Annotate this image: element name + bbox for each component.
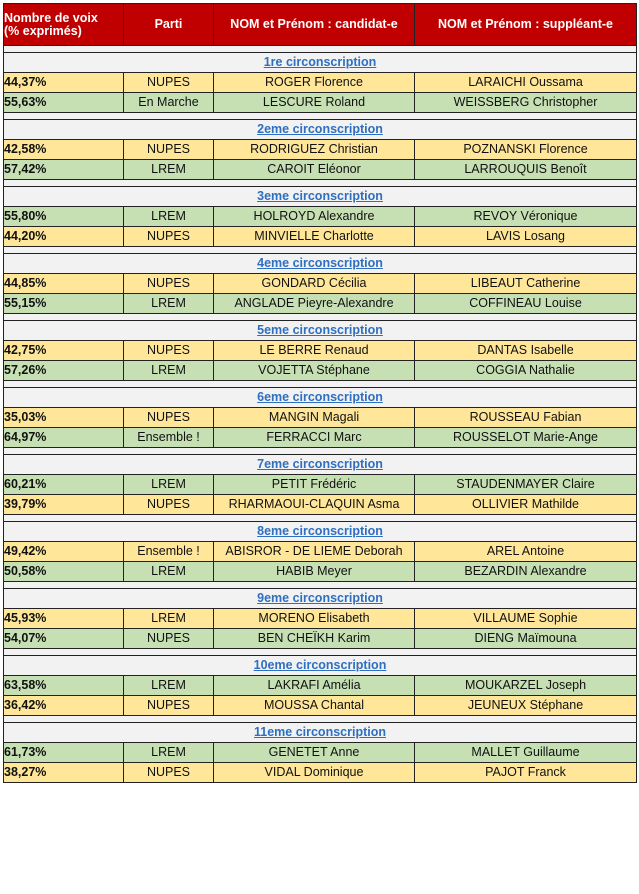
district-spacer [4,247,637,254]
candidate-name: ANGLADE Pieyre-Alexandre [214,294,415,314]
candidate-name: MOUSSA Chantal [214,696,415,716]
party-name: LREM [124,609,214,629]
district-title-row [4,455,637,475]
substitute-name: LIBEAUT Catherine [415,274,637,294]
party-name: Ensemble ! [124,542,214,562]
header-substitute: NOM et Prénom : suppléant-e [415,4,637,46]
candidate-name: VIDAL Dominique [214,763,415,783]
substitute-name: STAUDENMAYER Claire [415,475,637,495]
vote-percentage: 63,58% [4,676,124,696]
party-name: NUPES [124,73,214,93]
district-title-row [4,53,637,73]
header-row [4,4,637,46]
candidate-name: ROGER Florence [214,73,415,93]
vote-percentage: 36,42% [4,696,124,716]
vote-percentage: 42,75% [4,341,124,361]
party-name: LREM [124,160,214,180]
vote-percentage: 57,26% [4,361,124,381]
substitute-name: POZNANSKI Florence [415,140,637,160]
candidate-row [4,294,637,314]
substitute-name: LAVIS Losang [415,227,637,247]
candidate-name: HABIB Meyer [214,562,415,582]
vote-percentage: 39,79% [4,495,124,515]
candidate-name: PETIT Frédéric [214,475,415,495]
district-spacer [4,716,637,723]
candidate-name: MORENO Elisabeth [214,609,415,629]
district-title-link[interactable]: 2eme circonscription [4,120,637,140]
candidate-name: BEN CHEÏKH Karim [214,629,415,649]
candidate-row [4,73,637,93]
party-name: NUPES [124,140,214,160]
substitute-name: ROUSSEAU Fabian [415,408,637,428]
vote-percentage: 44,85% [4,274,124,294]
substitute-name: LARAICHI Oussama [415,73,637,93]
vote-percentage: 35,03% [4,408,124,428]
substitute-name: JEUNEUX Stéphane [415,696,637,716]
spacer-cell [4,582,637,589]
party-name: NUPES [124,227,214,247]
candidate-row [4,743,637,763]
district-title-link[interactable]: 9eme circonscription [4,589,637,609]
candidate-row [4,629,637,649]
party-name: LREM [124,294,214,314]
substitute-name: ROUSSELOT Marie-Ange [415,428,637,448]
candidate-name: LESCURE Roland [214,93,415,113]
candidate-row [4,93,637,113]
candidate-name: MANGIN Magali [214,408,415,428]
substitute-name: WEISSBERG Christopher [415,93,637,113]
candidate-row [4,475,637,495]
candidate-name: HOLROYD Alexandre [214,207,415,227]
party-name: LREM [124,475,214,495]
spacer-cell [4,314,637,321]
district-spacer [4,582,637,589]
party-name: NUPES [124,629,214,649]
candidate-name: ABISROR - DE LIEME Deborah [214,542,415,562]
district-title-link[interactable]: 7eme circonscription [4,455,637,475]
district-title-link[interactable]: 6eme circonscription [4,388,637,408]
district-spacer [4,180,637,187]
candidate-row [4,676,637,696]
vote-percentage: 61,73% [4,743,124,763]
district-title-link[interactable]: 4eme circonscription [4,254,637,274]
spacer-cell [4,716,637,723]
district-title-row [4,321,637,341]
candidate-name: GONDARD Cécilia [214,274,415,294]
substitute-name: MALLET Guillaume [415,743,637,763]
vote-percentage: 64,97% [4,428,124,448]
party-name: NUPES [124,495,214,515]
vote-percentage: 55,63% [4,93,124,113]
party-name: Ensemble ! [124,428,214,448]
party-name: En Marche [124,93,214,113]
party-name: LREM [124,676,214,696]
district-title-row [4,254,637,274]
vote-percentage: 60,21% [4,475,124,495]
candidate-row [4,542,637,562]
spacer-cell [4,113,637,120]
vote-percentage: 38,27% [4,763,124,783]
substitute-name: REVOY Véronique [415,207,637,227]
vote-percentage: 55,15% [4,294,124,314]
substitute-name: COFFINEAU Louise [415,294,637,314]
candidate-row [4,562,637,582]
results-body [4,46,637,783]
party-name: NUPES [124,408,214,428]
candidate-row [4,763,637,783]
district-title-row [4,522,637,542]
substitute-name: BEZARDIN Alexandre [415,562,637,582]
candidate-name: FERRACCI Marc [214,428,415,448]
substitute-name: VILLAUME Sophie [415,609,637,629]
district-title-row [4,120,637,140]
candidate-name: LE BERRE Renaud [214,341,415,361]
substitute-name: DANTAS Isabelle [415,341,637,361]
district-spacer [4,113,637,120]
spacer-cell [4,448,637,455]
candidate-row [4,140,637,160]
district-title-row [4,656,637,676]
candidate-name: MINVIELLE Charlotte [214,227,415,247]
spacer-cell [4,381,637,388]
district-title-link[interactable]: 3eme circonscription [4,187,637,207]
party-name: NUPES [124,763,214,783]
district-title-link[interactable]: 10eme circonscription [4,656,637,676]
header-votes [4,4,124,46]
header-votes-line1: Nombre de voix [4,11,98,25]
candidate-row [4,207,637,227]
candidate-row [4,428,637,448]
candidate-row [4,609,637,629]
party-name: LREM [124,361,214,381]
substitute-name: LARROUQUIS Benoît [415,160,637,180]
district-spacer [4,649,637,656]
spacer-cell [4,515,637,522]
candidate-name: RODRIGUEZ Christian [214,140,415,160]
candidate-name: GENETET Anne [214,743,415,763]
substitute-name: PAJOT Franck [415,763,637,783]
candidate-name: VOJETTA Stéphane [214,361,415,381]
vote-percentage: 54,07% [4,629,124,649]
vote-percentage: 55,80% [4,207,124,227]
party-name: NUPES [124,274,214,294]
header-party: Parti [124,4,214,46]
spacer-cell [4,649,637,656]
district-spacer [4,515,637,522]
district-title-row [4,187,637,207]
substitute-name: MOUKARZEL Joseph [415,676,637,696]
party-name: LREM [124,562,214,582]
substitute-name: AREL Antoine [415,542,637,562]
district-spacer [4,381,637,388]
spacer-cell [4,46,637,53]
header-votes-line2: (% exprimés) [4,23,82,38]
district-spacer [4,448,637,455]
candidate-row [4,408,637,428]
district-spacer [4,314,637,321]
party-name: LREM [124,207,214,227]
vote-percentage: 42,58% [4,140,124,160]
party-name: NUPES [124,341,214,361]
candidate-row [4,361,637,381]
vote-percentage: 44,37% [4,73,124,93]
district-title-link[interactable]: 11eme circonscription [4,723,637,743]
substitute-name: OLLIVIER Mathilde [415,495,637,515]
candidate-name: RHARMAOUI-CLAQUIN Asma [214,495,415,515]
candidate-name: CAROIT Eléonor [214,160,415,180]
vote-percentage: 50,58% [4,562,124,582]
candidate-row [4,160,637,180]
vote-percentage: 45,93% [4,609,124,629]
vote-percentage: 44,20% [4,227,124,247]
substitute-name: COGGIA Nathalie [415,361,637,381]
district-title-row [4,388,637,408]
header-candidate: NOM et Prénom : candidat-e [214,4,415,46]
district-title-link[interactable]: 5eme circonscription [4,321,637,341]
candidate-row [4,274,637,294]
candidate-row [4,696,637,716]
district-title-link[interactable]: 8eme circonscription [4,522,637,542]
candidate-row [4,495,637,515]
district-spacer [4,46,637,53]
district-title-row [4,589,637,609]
party-name: LREM [124,743,214,763]
candidate-row [4,227,637,247]
candidate-name: LAKRAFI Amélia [214,676,415,696]
substitute-name: DIENG Maïmouna [415,629,637,649]
spacer-cell [4,180,637,187]
spacer-cell [4,247,637,254]
party-name: NUPES [124,696,214,716]
candidate-row [4,341,637,361]
results-table [3,3,637,783]
vote-percentage: 57,42% [4,160,124,180]
district-title-link[interactable]: 1re circonscription [4,53,637,73]
vote-percentage: 49,42% [4,542,124,562]
district-title-row [4,723,637,743]
